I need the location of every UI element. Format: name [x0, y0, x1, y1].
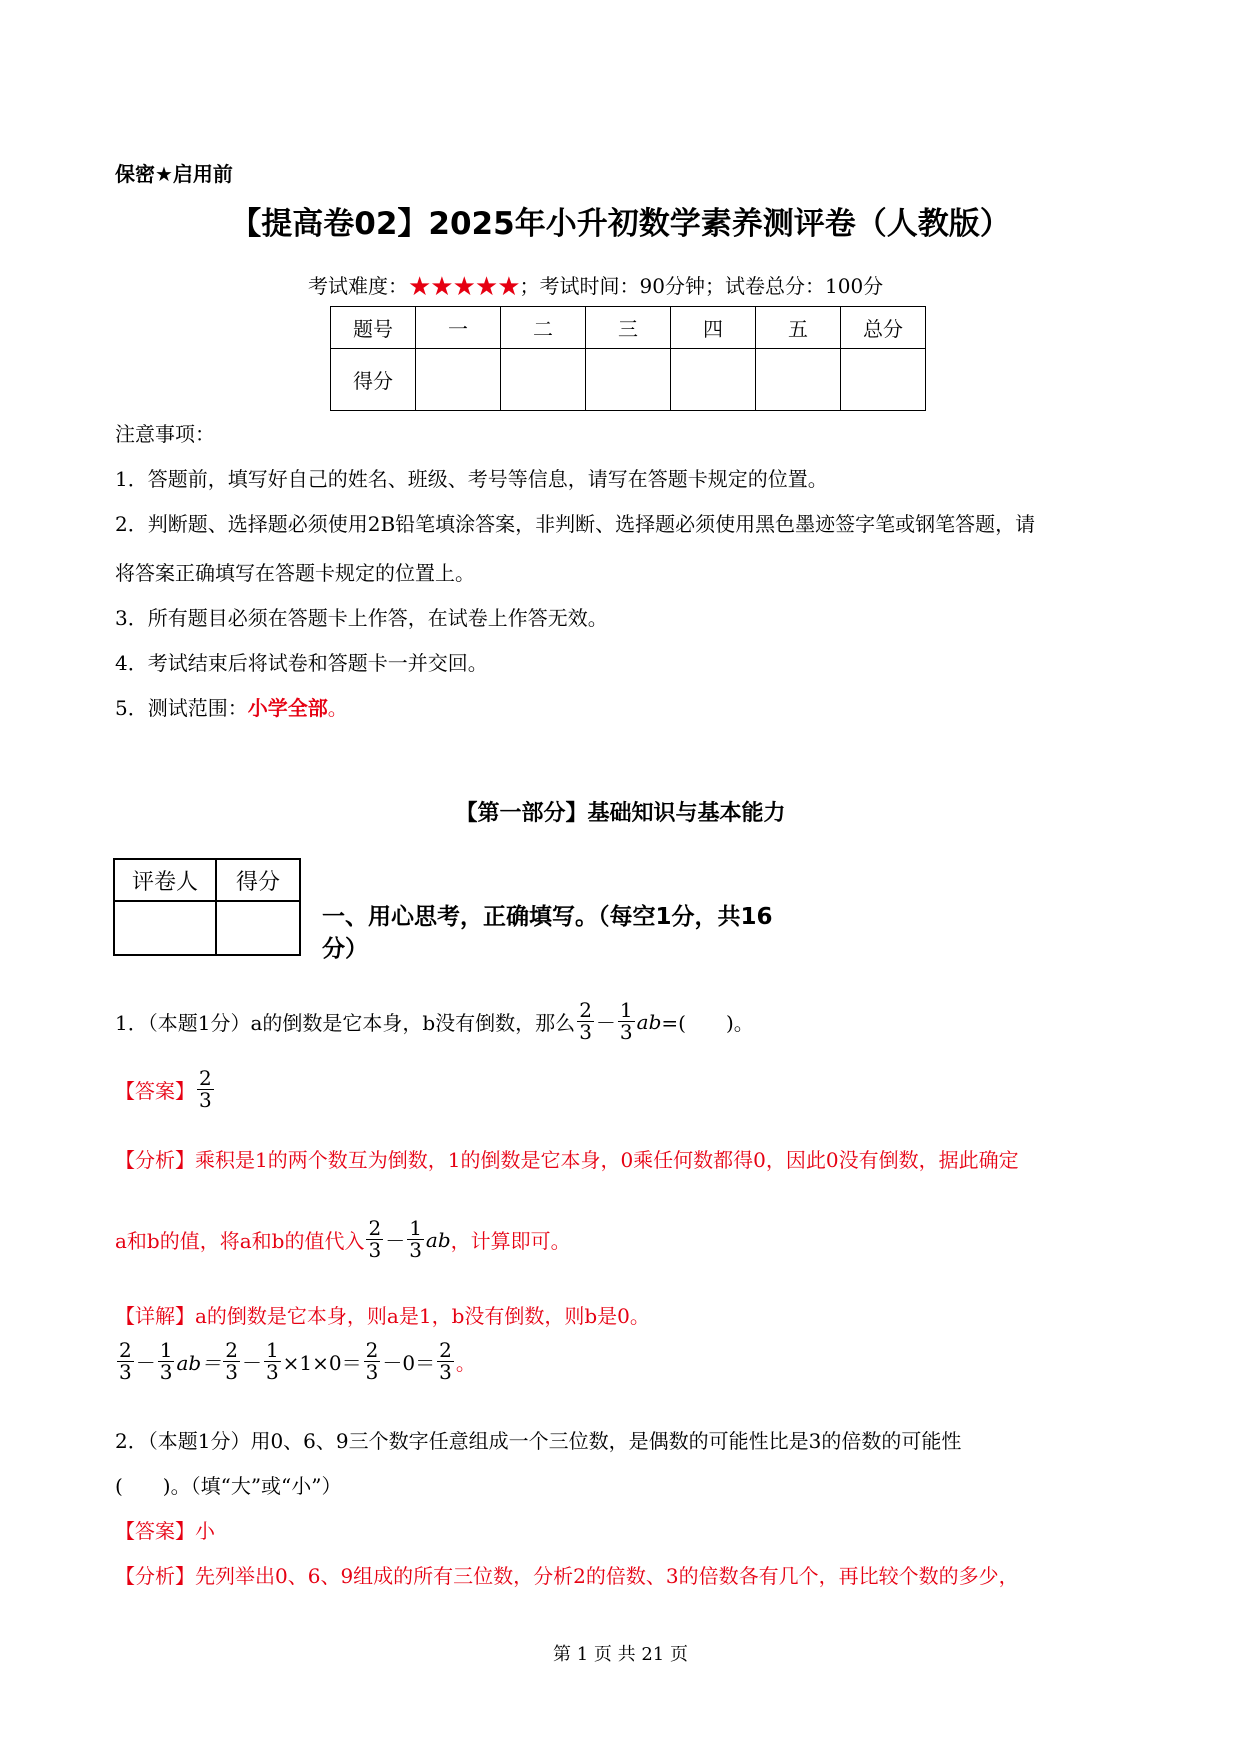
- fraction-one-third: [264, 1340, 281, 1383]
- denominator: 3: [199, 1088, 212, 1112]
- difficulty-label: 考试难度：: [308, 274, 408, 298]
- score-table-header: 一: [416, 307, 501, 349]
- score-cell: [416, 349, 501, 411]
- analysis-2: [115, 1560, 1019, 1589]
- numerator: 1: [619, 998, 633, 1022]
- score-cell: [501, 349, 586, 411]
- calc-step: －0＝: [382, 1351, 436, 1375]
- score-table-header: 题号: [331, 307, 416, 349]
- section-title: 一、用心思考，正确填写。（每空1分，共16: [322, 904, 773, 930]
- answer-fraction: [197, 1068, 214, 1111]
- exam-time-total: ；考试时间：90分钟；试卷总分：100分: [519, 274, 884, 298]
- analysis-1-line1: [115, 1144, 1019, 1173]
- section-title-cont: 分）: [322, 936, 368, 962]
- detail-1: [115, 1300, 650, 1329]
- numerator: 2: [439, 1338, 452, 1362]
- grader-table: [113, 858, 301, 956]
- score-cell: [756, 349, 841, 411]
- score-cell: [586, 349, 671, 411]
- score-table-header: 二: [501, 307, 586, 349]
- detail-label: 【详解】: [115, 1304, 195, 1328]
- denominator: 3: [409, 1238, 422, 1262]
- denominator: 3: [159, 1360, 173, 1384]
- numerator: 2: [365, 1338, 379, 1362]
- fraction-two-thirds: [364, 1340, 381, 1383]
- note-item: 将答案正确填写在答题卡规定的位置上。: [115, 561, 475, 585]
- note-item: 3．所有题目必须在答题卡上作答，在试卷上作答无效。: [115, 606, 608, 630]
- numerator: 1: [265, 1338, 279, 1362]
- calc-step: ×1×0＝: [282, 1351, 362, 1375]
- calc-step: ab＝: [176, 1351, 222, 1375]
- score-cell: [841, 349, 926, 411]
- difficulty-stars-icon: ★★★★★: [408, 272, 520, 302]
- minus-sign: －: [241, 1351, 262, 1375]
- question-1-blank: =( )。: [661, 1011, 754, 1035]
- minus-sign: －: [595, 1011, 616, 1035]
- note-item: 1．答题前，填写好自己的姓名、班级、考号等信息，请写在答题卡规定的位置。: [115, 467, 828, 491]
- part-title: 【第一部分】基础知识与基本能力: [455, 801, 786, 826]
- score-table-header: 总分: [841, 307, 926, 349]
- denominator: 3: [365, 1360, 379, 1384]
- page-number: 第 1 页 共 21 页: [553, 1644, 688, 1665]
- denominator: 3: [119, 1360, 132, 1384]
- denominator: 3: [225, 1360, 238, 1384]
- score-table-header: 四: [671, 307, 756, 349]
- numerator: 2: [225, 1338, 238, 1362]
- analysis-1-line2: [115, 1218, 571, 1261]
- analysis-label: 【分析】: [115, 1564, 195, 1588]
- calculation-1: [115, 1340, 476, 1383]
- fraction-two-thirds: [366, 1218, 383, 1261]
- numerator: 2: [368, 1216, 382, 1240]
- grader-cell: [216, 901, 300, 955]
- question-1: [115, 1000, 754, 1043]
- answer-label: 【答案】: [115, 1079, 195, 1103]
- calc-end: 。: [455, 1351, 476, 1375]
- fraction-two-thirds: [117, 1340, 134, 1383]
- expr-ab: ab: [636, 1009, 662, 1034]
- numerator: 1: [409, 1216, 422, 1240]
- analysis-text: ，计算即可。: [450, 1229, 571, 1253]
- answer-value: 小: [195, 1519, 215, 1543]
- denominator: 3: [439, 1360, 452, 1384]
- score-table-header: 三: [586, 307, 671, 349]
- question-2: 2．（本题1分）用0、6、9三个数字任意组成一个三位数，是偶数的可能性比是3的倍数的可能性: [115, 1429, 962, 1453]
- fraction-one-third: [407, 1218, 424, 1261]
- note-item-5-end: 。: [327, 696, 348, 720]
- note-item: 2．判断题、选择题必须使用2B铅笔填涂答案，非判断、选择题必须使用黑色墨迹签字笔或钢笔答题，请: [115, 512, 1036, 536]
- confidential-label: 保密★启用前: [115, 162, 233, 186]
- detail-text: a的倒数是它本身，则a是1，b没有倒数，则b是0。: [195, 1304, 650, 1328]
- fraction-one-third: [618, 1000, 635, 1043]
- answer-1: [115, 1068, 216, 1111]
- denominator: 3: [579, 1020, 592, 1044]
- numerator: 2: [579, 998, 592, 1022]
- fraction-two-thirds: [437, 1340, 454, 1383]
- answer-2: [115, 1515, 215, 1544]
- analysis-text: 先列举出0、6、9组成的所有三位数，分析2的倍数、3的倍数各有几个，再比较个数的多少，: [195, 1564, 1019, 1588]
- grader-header: 得分: [216, 859, 300, 901]
- analysis-text: 乘积是1的两个数互为倒数，1的倒数是它本身，0乘任何数都得0，因此0没有倒数，据此确定: [195, 1148, 1019, 1172]
- minus-sign: －: [385, 1229, 406, 1253]
- question-2-cont: ( )。（填“大”或“小”）: [115, 1474, 342, 1498]
- denominator: 3: [368, 1238, 382, 1262]
- fraction-two-thirds: [223, 1340, 240, 1383]
- test-scope: 小学全部: [247, 696, 328, 720]
- numerator: 2: [199, 1066, 212, 1090]
- score-table-header: 五: [756, 307, 841, 349]
- denominator: 3: [619, 1020, 633, 1044]
- answer-label: 【答案】: [115, 1519, 195, 1543]
- score-table: [330, 306, 926, 411]
- question-1-text: 1．（本题1分）a的倒数是它本身，b没有倒数，那么: [115, 1011, 576, 1035]
- notes-heading: 注意事项：: [115, 422, 215, 446]
- note-item-5-label: 5．测试范围：: [115, 696, 248, 720]
- analysis-label: 【分析】: [115, 1148, 195, 1172]
- grader-cell: [114, 901, 216, 955]
- note-item: 4．考试结束后将试卷和答题卡一并交回。: [115, 651, 488, 675]
- grader-header: 评卷人: [114, 859, 216, 901]
- exam-info: [308, 270, 883, 302]
- numerator: 1: [159, 1338, 173, 1362]
- numerator: 2: [119, 1338, 132, 1362]
- expr-ab: ab: [425, 1227, 451, 1252]
- analysis-text: a和b的值，将a和b的值代入: [115, 1229, 365, 1253]
- page-title: 【提高卷02】2025年小升初数学素养测评卷（人教版）: [230, 206, 1011, 242]
- note-item: [115, 692, 348, 721]
- minus-sign: －: [135, 1351, 156, 1375]
- score-cell: [671, 349, 756, 411]
- denominator: 3: [265, 1360, 279, 1384]
- fraction-one-third: [158, 1340, 175, 1383]
- fraction-two-thirds: [577, 1000, 594, 1043]
- score-table-row-label: 得分: [331, 349, 416, 411]
